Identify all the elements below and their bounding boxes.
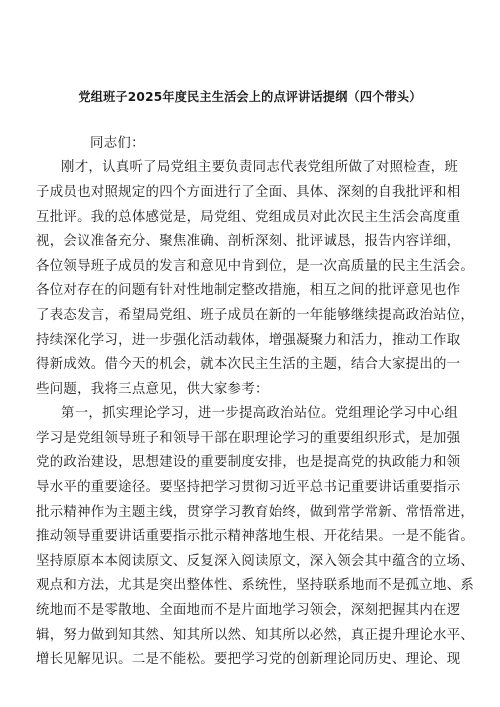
paragraph-line: 各位对存在的问题有针对性地制定整改措施，相互之间的批评意见也作 [36,283,461,298]
paragraph-line: 导水平的重要途径。要坚持把学习贯彻习近平总书记重要讲话重要指示 [36,480,461,495]
paragraph-line: 刚才，认真听了局党组主要负责同志代表党组所做了对照检查，班 [61,160,459,175]
paragraph-line: 子成员也对照规定的四个方面进行了全面、具体、深刻的自我批评和相 [36,185,461,200]
paragraph-line: 各位领导班子成员的发言和意见中肯到位，是一次高质量的民主生活会。 [36,259,475,274]
paragraph-line: 辑，努力做到知其然、知其所以然、知其所以必然，真正提升理论水平、 [36,628,475,643]
paragraph-line: 第一，抓实理论学习，进一步提高政治站位。党组理论学习中心组 [61,406,459,421]
paragraph-line: 增长见解见识。二是不能松。要把学习党的创新理论同历史、理论、现 [36,652,461,667]
paragraph-line: 批示精神作为主题主线，贯穿学习教育始终，做到常学常新、常悟常进， [36,505,475,520]
paragraph-line: 持续深化学习，进一步强化活动载体，增强凝聚力和活力，推动工作取 [36,333,461,348]
paragraph-line: 些问题，我将三点意见，供大家参考： [36,382,269,397]
paragraph-line: 统地而不是零散地、全面地而不是片面地学习领会，深刻把握其内在逻 [36,603,461,618]
paragraph-line: 观点和方法，尤其是突出整体性、系统性，坚持联系地而不是孤立地、系 [36,578,475,593]
paragraph-line: 党的政治建设，思想建设的重要制度安排，也是提高党的执政能力和领 [36,455,461,470]
paragraph-line: 坚持原原本本阅读原文、反复深入阅读原文，深入领会其中蕴含的立场、 [36,554,475,569]
paragraph-line: 了表态发言，希望局党组、班子成员在新的一年能够继续提高政治站位， [36,308,475,323]
paragraph-line: 学习是党组领导班子和领导干部在职理论学习的重要组织形式，是加强 [36,431,461,446]
paragraph-line: 得新成效。借今天的机会，就本次民主生活的主题，结合大家提出的一 [36,357,461,372]
paragraph-line: 视，会议准备充分、聚焦准确、剖析深刻、批评诚恳，报告内容详细， [36,234,461,249]
greeting-line: 同志们： [90,136,145,151]
paragraph-line: 互批评。我的总体感觉是，局党组、党组成员对此次民主生活会高度重 [36,210,461,225]
document-title: 党组班子2025年度民主生活会上的点评讲话提纲（四个带头） [78,89,422,104]
paragraph-line: 推动领导重要讲话重要指示批示精神落地生根、开花结果。一是不能省。 [36,529,475,544]
